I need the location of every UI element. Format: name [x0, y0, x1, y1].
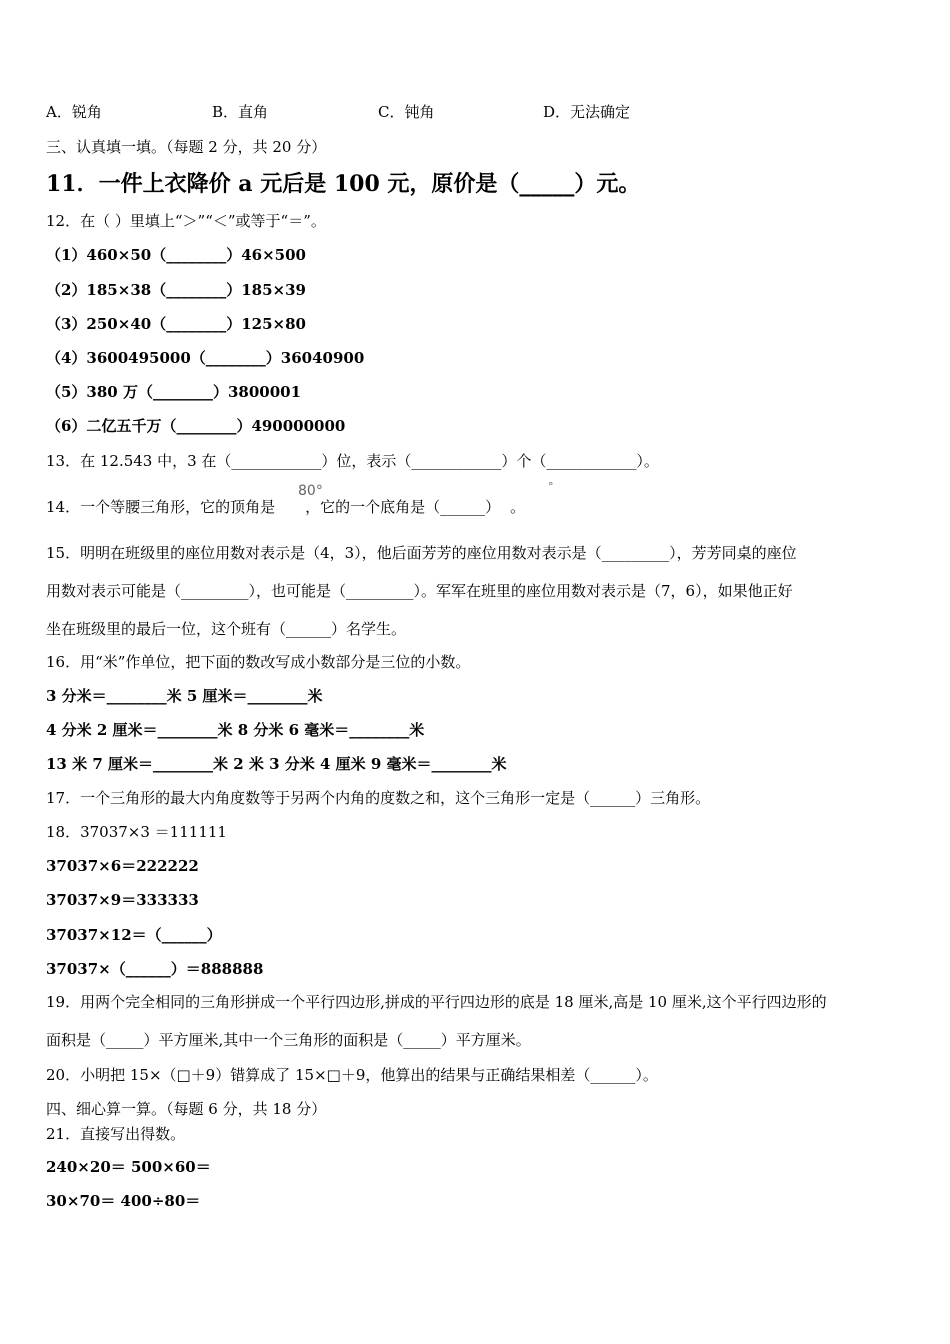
question-12-item: （1）460×50（________）46×500: [46, 246, 306, 264]
question-18-line: 37037×6＝222222: [46, 857, 199, 875]
question-14: [46, 497, 525, 517]
question-13: 13．在 12.543 中，3 在（____________）位，表示（____________）个（____________）。: [46, 452, 659, 470]
question-18-title: 18．37037×3 ＝111111: [46, 823, 227, 841]
question-18-line: 37037×12＝（______）: [46, 926, 222, 944]
vertex-angle-value: 80°: [298, 483, 323, 499]
question-12-item: （3）250×40（________）125×80: [46, 315, 306, 333]
section-4-heading: 四、细心算一算。（每题 6 分，共 18 分）: [46, 1100, 327, 1118]
question-21-title: 21．直接写出得数。: [46, 1125, 186, 1143]
question-17: 17．一个三角形的最大内角度数等于另两个内角的度数之和，这个三角形一定是（______）三角形。: [46, 789, 711, 807]
question-14-part3: 。: [510, 498, 526, 516]
question-19-line: 19．用两个完全相同的三角形拼成一个平行四边形,拼成的平行四边形的底是 18 厘米,高是 10 厘米,这个平行四边形的: [46, 993, 827, 1011]
question-15-line: 用数对表示可能是（_________），也可能是（_________）。军军在班里的座位用数对表示是（7，6），如果他正好: [46, 582, 793, 600]
degree-symbol: °: [548, 480, 554, 493]
question-12-title: 12．在（ ）里填上“＞”“＜”或等于“＝”。: [46, 212, 326, 230]
question-16-title: 16．用“米”作单位，把下面的数改写成小数部分是三位的小数。: [46, 653, 471, 671]
question-21-line: 240×20＝ 500×60＝: [46, 1158, 211, 1176]
question-14-part2: ，它的一个底角是（______）: [305, 498, 501, 516]
question-12-item: （6）二亿五千万（________）490000000: [46, 417, 346, 435]
question-12-item: （4）3600495000（________）36040900: [46, 349, 365, 367]
option-d: D．无法确定: [543, 103, 631, 121]
question-14-part1: 14．一个等腰三角形，它的顶角是: [46, 498, 276, 516]
question-15-line: 15．明明在班级里的座位用数对表示是（4，3），他后面芳芳的座位用数对表示是（_________），芳芳同桌的座位: [46, 544, 797, 562]
question-11: 11．一件上衣降价 a 元后是 100 元，原价是（_____）元。: [46, 171, 641, 197]
question-16-line: 4 分米 2 厘米＝________米 8 分米 6 毫米＝________米: [46, 721, 425, 739]
section-3-heading: 三、认真填一填。（每题 2 分，共 20 分）: [46, 138, 327, 156]
question-21-line: 30×70＝ 400÷80＝: [46, 1192, 201, 1210]
question-18-line: 37037×（______）＝888888: [46, 960, 264, 978]
question-19-line: 面积是（_____）平方厘米,其中一个三角形的面积是（_____）平方厘米。: [46, 1031, 531, 1049]
option-c: C．钝角: [378, 103, 435, 121]
question-20: 20．小明把 15×（□＋9）错算成了 15×□＋9，他算出的结果与正确结果相差（______）。: [46, 1066, 658, 1084]
option-a: A．锐角: [46, 103, 102, 121]
option-b: B．直角: [212, 103, 269, 121]
question-12-item: （2）185×38（________）185×39: [46, 281, 306, 299]
question-12-item: （5）380 万（________）3800001: [46, 383, 302, 401]
question-16-line: 3 分米＝________米 5 厘米＝________米: [46, 687, 323, 705]
question-15-line: 坐在班级里的最后一位，这个班有（______）名学生。: [46, 620, 407, 638]
question-16-line: 13 米 7 厘米＝________米 2 米 3 分米 4 厘米 9 毫米＝________米: [46, 755, 507, 773]
question-18-line: 37037×9＝333333: [46, 891, 199, 909]
